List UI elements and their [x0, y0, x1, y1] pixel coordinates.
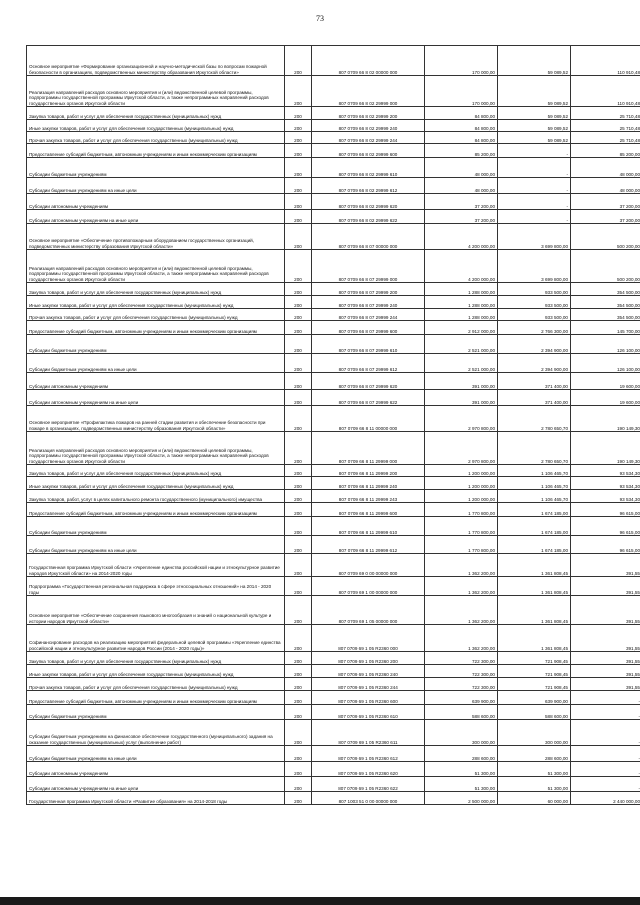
table-row: [27, 120, 640, 132]
row-classification-code-cell: 807 0709 69 1 00 00000 000: [312, 577, 425, 596]
row-unexecuted-amount-cell: 93 534,30: [571, 465, 640, 477]
row-planned-amount-cell: 84 800,00: [425, 107, 498, 120]
row-unexecuted-amount-cell: -: [571, 762, 640, 777]
row-unexecuted-amount-cell: 48 000,00: [571, 178, 640, 194]
row-planned-amount-cell: 1 362 200,00: [425, 625, 498, 652]
row-unexecuted-amount-cell: 126 100,00: [571, 335, 640, 354]
row-code-cell: 200: [285, 625, 312, 652]
row-unexecuted-amount-cell: 391,55: [571, 554, 640, 577]
row-code-cell: 200: [285, 652, 312, 665]
row-planned-amount-cell: 1 288 000,00: [425, 283, 498, 296]
table-row: [27, 321, 640, 335]
row-code-cell: 200: [285, 373, 312, 390]
row-executed-amount-cell: 2 394 900,00: [498, 354, 571, 373]
row-name-cell: Предоставление субсидий бюджетным, автономным учреждениям и иным некоммерческим организациям: [27, 144, 285, 158]
table-row: [27, 250, 640, 283]
row-name-cell: Закупка товаров, работ и услуг для обеспечения государственных (муниципальных) нужд: [27, 652, 285, 665]
row-classification-code-cell: 807 0709 66 8 07 29999 612: [312, 354, 425, 373]
row-classification-code-cell: 807 0709 66 8 02 29999 200: [312, 107, 425, 120]
row-executed-amount-cell: 2 780 650,70: [498, 406, 571, 432]
table-row: [27, 536, 640, 554]
row-planned-amount-cell: 288 600,00: [425, 746, 498, 762]
row-classification-code-cell: 807 0709 66 8 07 29999 600: [312, 321, 425, 335]
row-classification-code-cell: 807 0709 66 8 11 29999 612: [312, 536, 425, 554]
row-planned-amount-cell: 1 362 200,00: [425, 596, 498, 625]
row-executed-amount-cell: 51 300,00: [498, 777, 571, 792]
row-name-cell: Субсидии бюджетным учреждениям: [27, 517, 285, 536]
row-planned-amount-cell: 170 000,00: [425, 76, 498, 107]
row-name-cell: Закупка товаров, работ и услуг для обеспечения государственных (муниципальных) нужд: [27, 107, 285, 120]
row-name-cell: Реализация направлений расходов основного мероприятия и (или) ведомственной целевой программы, подпрограммы государственной программы Иркутской области, а также непрограммных направлений расходов государственных органов Иркутской области: [27, 250, 285, 283]
table-row: [27, 132, 640, 144]
row-unexecuted-amount-cell: -: [571, 777, 640, 792]
row-planned-amount-cell: 722 300,00: [425, 665, 498, 678]
row-executed-amount-cell: 1 361 808,45: [498, 625, 571, 652]
table-row: [27, 390, 640, 406]
row-classification-code-cell: 807 0709 66 8 02 29999 622: [312, 210, 425, 224]
row-name-cell: Субсидии автономным учреждениям на иные цели: [27, 390, 285, 406]
row-name-cell: Основное мероприятие «Формирование организационной и научно-методической базы по вопросам пожарной безопасности в организациях, подведомственных министерству образования Иркутской области»: [27, 46, 285, 76]
row-code-cell: 200: [285, 283, 312, 296]
row-planned-amount-cell: 2 970 800,00: [425, 432, 498, 465]
table-row: [27, 210, 640, 224]
row-name-cell: Реализация направлений расходов основного мероприятия и (или) ведомственной целевой программы, подпрограммы государственной программы Иркутской области, а также непрограммных направлений расходов государственных органов Иркутской области: [27, 432, 285, 465]
row-executed-amount-cell: 933 500,00: [498, 296, 571, 309]
row-unexecuted-amount-cell: -: [571, 746, 640, 762]
row-unexecuted-amount-cell: 126 100,00: [571, 354, 640, 373]
row-classification-code-cell: 807 0709 66 8 02 29999 000: [312, 76, 425, 107]
row-code-cell: 200: [285, 536, 312, 554]
table-row: [27, 373, 640, 390]
row-executed-amount-cell: 300 000,00: [498, 720, 571, 746]
row-code-cell: 200: [285, 390, 312, 406]
row-name-cell: Субсидии бюджетным учреждениям на иные цели: [27, 536, 285, 554]
row-planned-amount-cell: 391 000,00: [425, 373, 498, 390]
row-code-cell: 200: [285, 250, 312, 283]
row-name-cell: Субсидии бюджетным учреждениям: [27, 705, 285, 720]
row-name-cell: Закупка товаров, работ и услуг для обеспечения государственных (муниципальных) нужд: [27, 283, 285, 296]
row-unexecuted-amount-cell: 391,55: [571, 678, 640, 691]
row-code-cell: 200: [285, 720, 312, 746]
row-classification-code-cell: 807 0709 66 8 11 29999 000: [312, 432, 425, 465]
row-planned-amount-cell: 51 300,00: [425, 777, 498, 792]
table-row: [27, 477, 640, 490]
row-classification-code-cell: 807 0709 66 8 02 29999 612: [312, 178, 425, 194]
row-planned-amount-cell: 48 000,00: [425, 178, 498, 194]
row-code-cell: 200: [285, 503, 312, 517]
row-executed-amount-cell: 59 089,52: [498, 120, 571, 132]
row-planned-amount-cell: 1 200 000,00: [425, 465, 498, 477]
row-planned-amount-cell: 588 600,00: [425, 705, 498, 720]
table-row: [27, 283, 640, 296]
row-classification-code-cell: 807 0709 66 8 02 29999 244: [312, 132, 425, 144]
row-planned-amount-cell: 722 300,00: [425, 652, 498, 665]
table-row: [27, 465, 640, 477]
row-executed-amount-cell: 933 500,00: [498, 283, 571, 296]
row-code-cell: 200: [285, 477, 312, 490]
table-row: [27, 107, 640, 120]
row-code-cell: 200: [285, 309, 312, 321]
row-name-cell: Иные закупки товаров, работ и услуг для обеспечения государственных (муниципальных) нужд: [27, 296, 285, 309]
row-classification-code-cell: 807 0709 66 8 11 29999 610: [312, 517, 425, 536]
row-classification-code-cell: 807 0709 69 1 05 R2360 200: [312, 652, 425, 665]
row-classification-code-cell: 807 1003 51 0 00 00000 000: [312, 792, 425, 805]
row-executed-amount-cell: 1 361 808,45: [498, 554, 571, 577]
row-classification-code-cell: 807 0709 66 8 11 29999 200: [312, 465, 425, 477]
row-unexecuted-amount-cell: 19 600,00: [571, 390, 640, 406]
row-code-cell: 200: [285, 762, 312, 777]
table-row: [27, 335, 640, 354]
row-unexecuted-amount-cell: 391,55: [571, 625, 640, 652]
row-code-cell: 200: [285, 158, 312, 178]
row-classification-code-cell: 807 0709 66 8 11 29999 240: [312, 477, 425, 490]
row-unexecuted-amount-cell: 500 200,00: [571, 224, 640, 250]
row-classification-code-cell: 807 0709 69 1 05 R2360 244: [312, 678, 425, 691]
page-number: 73: [316, 14, 324, 23]
row-unexecuted-amount-cell: 391,55: [571, 577, 640, 596]
row-unexecuted-amount-cell: 93 534,30: [571, 477, 640, 490]
row-code-cell: 200: [285, 490, 312, 503]
row-classification-code-cell: 807 0709 69 1 05 R2360 612: [312, 746, 425, 762]
row-classification-code-cell: 807 0709 66 8 07 29999 622: [312, 390, 425, 406]
row-executed-amount-cell: -: [498, 158, 571, 178]
row-executed-amount-cell: 588 600,00: [498, 705, 571, 720]
row-executed-amount-cell: 1 361 808,45: [498, 577, 571, 596]
row-unexecuted-amount-cell: 354 500,00: [571, 283, 640, 296]
row-unexecuted-amount-cell: 37 200,00: [571, 210, 640, 224]
row-code-cell: 200: [285, 321, 312, 335]
row-planned-amount-cell: 170 000,00: [425, 46, 498, 76]
row-executed-amount-cell: 721 908,45: [498, 678, 571, 691]
row-code-cell: 200: [285, 678, 312, 691]
table-row: [27, 144, 640, 158]
row-name-cell: Реализация направлений расходов основного мероприятия и (или) ведомственной целевой программы, подпрограммы государственной программы Иркутской области, а также непрограммных направлений расходов государственных органов Иркутской области: [27, 76, 285, 107]
row-executed-amount-cell: 1 674 185,00: [498, 517, 571, 536]
row-name-cell: Субсидии бюджетным учреждениям: [27, 158, 285, 178]
row-executed-amount-cell: 3 699 800,00: [498, 250, 571, 283]
row-planned-amount-cell: 2 912 000,00: [425, 321, 498, 335]
table-row: [27, 596, 640, 625]
row-name-cell: Иные закупки товаров, работ и услуг для обеспечения государственных (муниципальных) нужд: [27, 477, 285, 490]
table-row: [27, 625, 640, 652]
row-executed-amount-cell: 1 106 465,70: [498, 465, 571, 477]
row-unexecuted-amount-cell: 25 710,48: [571, 120, 640, 132]
row-planned-amount-cell: 48 000,00: [425, 158, 498, 178]
row-name-cell: Субсидии бюджетным учреждениям: [27, 335, 285, 354]
table-row: [27, 309, 640, 321]
row-unexecuted-amount-cell: 145 700,00: [571, 321, 640, 335]
row-unexecuted-amount-cell: 190 149,30: [571, 406, 640, 432]
row-classification-code-cell: 807 0709 69 1 05 R2360 610: [312, 705, 425, 720]
table-row: [27, 406, 640, 432]
row-planned-amount-cell: 1 288 000,00: [425, 309, 498, 321]
row-code-cell: 200: [285, 224, 312, 250]
row-classification-code-cell: 807 0709 69 0 00 00000 000: [312, 554, 425, 577]
row-code-cell: 200: [285, 46, 312, 76]
scan-bottom-edge: [0, 897, 640, 905]
row-planned-amount-cell: 1 770 800,00: [425, 517, 498, 536]
row-unexecuted-amount-cell: 25 710,48: [571, 132, 640, 144]
table-row: [27, 490, 640, 503]
row-planned-amount-cell: 1 362 200,00: [425, 554, 498, 577]
row-unexecuted-amount-cell: -: [571, 705, 640, 720]
table-row: [27, 792, 640, 805]
row-name-cell: Софинансирование расходов на реализацию мероприятий федеральной целевой программы «Укрепление единства российской нации и этнокультурное развитие народов России (2014 - 2020 годы)»: [27, 625, 285, 652]
table-row: [27, 577, 640, 596]
row-executed-amount-cell: 2 766 300,00: [498, 321, 571, 335]
row-name-cell: Государственная программа Иркутской области «Развитие образования» на 2014-2018 годы: [27, 792, 285, 805]
row-code-cell: 200: [285, 596, 312, 625]
row-unexecuted-amount-cell: 354 500,00: [571, 296, 640, 309]
row-planned-amount-cell: 722 300,00: [425, 678, 498, 691]
row-classification-code-cell: 807 0709 66 8 07 29999 200: [312, 283, 425, 296]
row-unexecuted-amount-cell: 500 200,00: [571, 250, 640, 283]
table-row: [27, 194, 640, 210]
row-executed-amount-cell: 3 699 800,00: [498, 224, 571, 250]
row-unexecuted-amount-cell: 190 149,30: [571, 432, 640, 465]
row-name-cell: Прочая закупка товаров, работ и услуг для обеспечения государственных (муниципальных) нужд: [27, 309, 285, 321]
table-row: [27, 746, 640, 762]
row-planned-amount-cell: 1 362 200,00: [425, 577, 498, 596]
row-executed-amount-cell: 933 500,00: [498, 309, 571, 321]
row-unexecuted-amount-cell: 37 200,00: [571, 194, 640, 210]
row-executed-amount-cell: 1 106 465,70: [498, 477, 571, 490]
row-planned-amount-cell: 300 000,00: [425, 720, 498, 746]
row-classification-code-cell: 807 0709 66 8 07 29999 000: [312, 250, 425, 283]
row-executed-amount-cell: -: [498, 210, 571, 224]
row-classification-code-cell: 807 0709 66 8 07 29999 610: [312, 335, 425, 354]
row-name-cell: Субсидии бюджетным учреждениям на иные цели: [27, 178, 285, 194]
row-classification-code-cell: 807 0709 66 8 02 29999 600: [312, 144, 425, 158]
table-row: [27, 762, 640, 777]
row-code-cell: 200: [285, 144, 312, 158]
row-planned-amount-cell: 2 500 000,00: [425, 792, 498, 805]
row-executed-amount-cell: 371 400,00: [498, 373, 571, 390]
row-name-cell: Государственная программа Иркутской области «Укрепление единства российской нации и этнокультурное развитие народов Иркутской области» на 2014-2020 годы: [27, 554, 285, 577]
row-code-cell: 200: [285, 210, 312, 224]
row-code-cell: 200: [285, 120, 312, 132]
row-code-cell: 200: [285, 577, 312, 596]
row-code-cell: 200: [285, 465, 312, 477]
row-planned-amount-cell: 2 521 000,00: [425, 354, 498, 373]
table-row: [27, 705, 640, 720]
row-executed-amount-cell: 59 089,52: [498, 107, 571, 120]
row-planned-amount-cell: 37 200,00: [425, 210, 498, 224]
row-code-cell: 200: [285, 107, 312, 120]
row-executed-amount-cell: 1 361 808,45: [498, 596, 571, 625]
row-planned-amount-cell: 1 288 000,00: [425, 296, 498, 309]
table-row: [27, 665, 640, 678]
row-name-cell: Подпрограмма «Государственная региональная поддержка в сфере этносоциальных отношений» на 2014 - 2020 годы: [27, 577, 285, 596]
table-row: [27, 296, 640, 309]
row-name-cell: Прочая закупка товаров, работ и услуг для обеспечения государственных (муниципальных) нужд: [27, 678, 285, 691]
row-executed-amount-cell: 51 300,00: [498, 762, 571, 777]
row-name-cell: Иные закупки товаров, работ и услуг для обеспечения государственных (муниципальных) нужд: [27, 665, 285, 678]
row-executed-amount-cell: 288 600,00: [498, 746, 571, 762]
row-classification-code-cell: 807 0709 66 8 07 00000 000: [312, 224, 425, 250]
row-unexecuted-amount-cell: 391,55: [571, 665, 640, 678]
row-planned-amount-cell: 51 300,00: [425, 762, 498, 777]
table-row: [27, 678, 640, 691]
row-unexecuted-amount-cell: 2 440 000,00: [571, 792, 640, 805]
row-executed-amount-cell: 1 674 185,00: [498, 503, 571, 517]
table-row: [27, 720, 640, 746]
row-unexecuted-amount-cell: 96 615,00: [571, 536, 640, 554]
row-code-cell: 200: [285, 705, 312, 720]
row-classification-code-cell: 807 0709 69 1 05 R2360 000: [312, 625, 425, 652]
row-planned-amount-cell: 84 800,00: [425, 120, 498, 132]
row-unexecuted-amount-cell: 93 534,30: [571, 490, 640, 503]
row-classification-code-cell: 807 0709 69 1 05 R2360 620: [312, 762, 425, 777]
row-classification-code-cell: 807 0709 66 8 11 00000 000: [312, 406, 425, 432]
row-planned-amount-cell: 1 200 000,00: [425, 490, 498, 503]
row-unexecuted-amount-cell: 110 910,48: [571, 76, 640, 107]
row-classification-code-cell: 807 0709 66 8 07 29999 244: [312, 309, 425, 321]
row-code-cell: 200: [285, 296, 312, 309]
row-executed-amount-cell: 59 089,52: [498, 76, 571, 107]
table-row: [27, 517, 640, 536]
table-row: [27, 691, 640, 705]
row-name-cell: Предоставление субсидий бюджетным, автономным учреждениям и иным некоммерческим организациям: [27, 691, 285, 705]
row-executed-amount-cell: 639 900,00: [498, 691, 571, 705]
row-executed-amount-cell: 1 106 465,70: [498, 490, 571, 503]
row-planned-amount-cell: 1 770 800,00: [425, 536, 498, 554]
row-unexecuted-amount-cell: 96 615,00: [571, 503, 640, 517]
table-row: [27, 777, 640, 792]
row-name-cell: Иные закупки товаров, работ и услуг для обеспечения государственных (муниципальных) нужд: [27, 120, 285, 132]
row-planned-amount-cell: 1 770 800,00: [425, 503, 498, 517]
row-code-cell: 200: [285, 132, 312, 144]
row-code-cell: 200: [285, 178, 312, 194]
row-classification-code-cell: 807 0709 66 8 11 29999 600: [312, 503, 425, 517]
row-classification-code-cell: 807 0709 69 1 05 R2360 600: [312, 691, 425, 705]
row-classification-code-cell: 807 0709 69 1 05 R2360 611: [312, 720, 425, 746]
row-classification-code-cell: 807 0709 66 8 02 00000 000: [312, 46, 425, 76]
table-row: [27, 503, 640, 517]
row-classification-code-cell: 807 0709 66 8 11 29999 243: [312, 490, 425, 503]
row-executed-amount-cell: 59 089,52: [498, 46, 571, 76]
row-name-cell: Предоставление субсидий бюджетным, автономным учреждениям и иным некоммерческим организациям: [27, 321, 285, 335]
row-code-cell: 200: [285, 777, 312, 792]
row-name-cell: Субсидии автономным учреждениям: [27, 194, 285, 210]
row-executed-amount-cell: -: [498, 194, 571, 210]
row-code-cell: 200: [285, 354, 312, 373]
table-row: [27, 554, 640, 577]
row-unexecuted-amount-cell: 96 615,00: [571, 517, 640, 536]
row-classification-code-cell: 807 0709 69 1 05 R2360 240: [312, 665, 425, 678]
row-name-cell: Прочая закупка товаров, работ и услуг для обеспечения государственных (муниципальных) нужд: [27, 132, 285, 144]
row-unexecuted-amount-cell: 354 500,00: [571, 309, 640, 321]
row-planned-amount-cell: 2 521 000,00: [425, 335, 498, 354]
row-code-cell: 200: [285, 335, 312, 354]
table-row: [27, 178, 640, 194]
row-classification-code-cell: 807 0709 66 8 07 29999 620: [312, 373, 425, 390]
row-code-cell: 200: [285, 746, 312, 762]
row-executed-amount-cell: 371 400,00: [498, 390, 571, 406]
row-name-cell: Основное мероприятие «Обеспечение противопожарным оборудованием государственных организаций, подведомственных министерству образования Иркутской области»: [27, 224, 285, 250]
row-unexecuted-amount-cell: 110 910,48: [571, 46, 640, 76]
row-planned-amount-cell: 85 200,00: [425, 144, 498, 158]
row-planned-amount-cell: 639 900,00: [425, 691, 498, 705]
row-name-cell: Закупка товаров, работ, услуг в целях капитального ремонта государственного (муниципального) имущества: [27, 490, 285, 503]
row-executed-amount-cell: 59 089,52: [498, 132, 571, 144]
row-unexecuted-amount-cell: 85 200,00: [571, 144, 640, 158]
row-name-cell: Закупка товаров, работ и услуг для обеспечения государственных (муниципальных) нужд: [27, 465, 285, 477]
row-unexecuted-amount-cell: 48 000,00: [571, 158, 640, 178]
row-name-cell: Субсидии бюджетным учреждениям на финансовое обеспечение государственного (муниципального) задания на оказание государственных (муниципальных) услуг (выполнение работ): [27, 720, 285, 746]
row-name-cell: Основное мероприятие «Профилактика пожаров на ранней стадии развития и обеспечение безопасности при пожаре в организациях, подведомственных министерству образования Иркутской области»: [27, 406, 285, 432]
row-executed-amount-cell: 721 908,45: [498, 665, 571, 678]
row-name-cell: Субсидии автономным учреждениям на иные цели: [27, 210, 285, 224]
row-name-cell: Предоставление субсидий бюджетным, автономным учреждениям и иным некоммерческим организациям: [27, 503, 285, 517]
row-unexecuted-amount-cell: -: [571, 691, 640, 705]
row-classification-code-cell: 807 0709 66 8 02 29999 240: [312, 120, 425, 132]
row-planned-amount-cell: 84 800,00: [425, 132, 498, 144]
row-unexecuted-amount-cell: 391,55: [571, 652, 640, 665]
row-executed-amount-cell: -: [498, 144, 571, 158]
row-name-cell: Субсидии автономным учреждениям на иные цели: [27, 777, 285, 792]
row-planned-amount-cell: 4 200 000,00: [425, 250, 498, 283]
row-planned-amount-cell: 4 200 000,00: [425, 224, 498, 250]
row-executed-amount-cell: 1 674 185,00: [498, 536, 571, 554]
row-executed-amount-cell: 2 394 900,00: [498, 335, 571, 354]
row-executed-amount-cell: -: [498, 178, 571, 194]
row-name-cell: Субсидии бюджетным учреждениям на иные цели: [27, 746, 285, 762]
row-planned-amount-cell: 391 000,00: [425, 390, 498, 406]
row-executed-amount-cell: 60 000,00: [498, 792, 571, 805]
row-unexecuted-amount-cell: 391,55: [571, 596, 640, 625]
row-classification-code-cell: 807 0709 69 1 05 00000 000: [312, 596, 425, 625]
table-row: [27, 432, 640, 465]
row-code-cell: 200: [285, 194, 312, 210]
row-name-cell: Основное мероприятие «Обеспечение сохранения языкового многообразия и знаний о национальной культуре и истории народов Иркутской области»: [27, 596, 285, 625]
row-planned-amount-cell: 1 200 000,00: [425, 477, 498, 490]
table-row: [27, 652, 640, 665]
row-classification-code-cell: 807 0709 69 1 05 R2360 622: [312, 777, 425, 792]
row-name-cell: Субсидии бюджетным учреждениям на иные цели: [27, 354, 285, 373]
row-name-cell: Субсидии автономным учреждениям: [27, 373, 285, 390]
row-executed-amount-cell: 721 908,45: [498, 652, 571, 665]
row-planned-amount-cell: 2 970 800,00: [425, 406, 498, 432]
row-code-cell: 200: [285, 792, 312, 805]
row-unexecuted-amount-cell: 19 600,00: [571, 373, 640, 390]
table-row: [27, 224, 640, 250]
row-classification-code-cell: 807 0709 66 8 02 29999 620: [312, 194, 425, 210]
row-code-cell: 200: [285, 76, 312, 107]
row-code-cell: 200: [285, 665, 312, 678]
table-row: [27, 354, 640, 373]
table-row: [27, 46, 640, 76]
row-classification-code-cell: 807 0709 66 8 07 29999 240: [312, 296, 425, 309]
row-name-cell: Субсидии автономным учреждениям: [27, 762, 285, 777]
row-code-cell: 200: [285, 691, 312, 705]
row-unexecuted-amount-cell: 25 710,48: [571, 107, 640, 120]
table-row: [27, 76, 640, 107]
row-unexecuted-amount-cell: -: [571, 720, 640, 746]
budget-execution-table: [26, 45, 640, 805]
row-code-cell: 200: [285, 554, 312, 577]
row-executed-amount-cell: 2 780 650,70: [498, 432, 571, 465]
row-code-cell: 200: [285, 517, 312, 536]
row-classification-code-cell: 807 0709 66 8 02 29999 610: [312, 158, 425, 178]
row-code-cell: 200: [285, 406, 312, 432]
row-code-cell: 200: [285, 432, 312, 465]
table-row: [27, 158, 640, 178]
row-planned-amount-cell: 37 200,00: [425, 194, 498, 210]
